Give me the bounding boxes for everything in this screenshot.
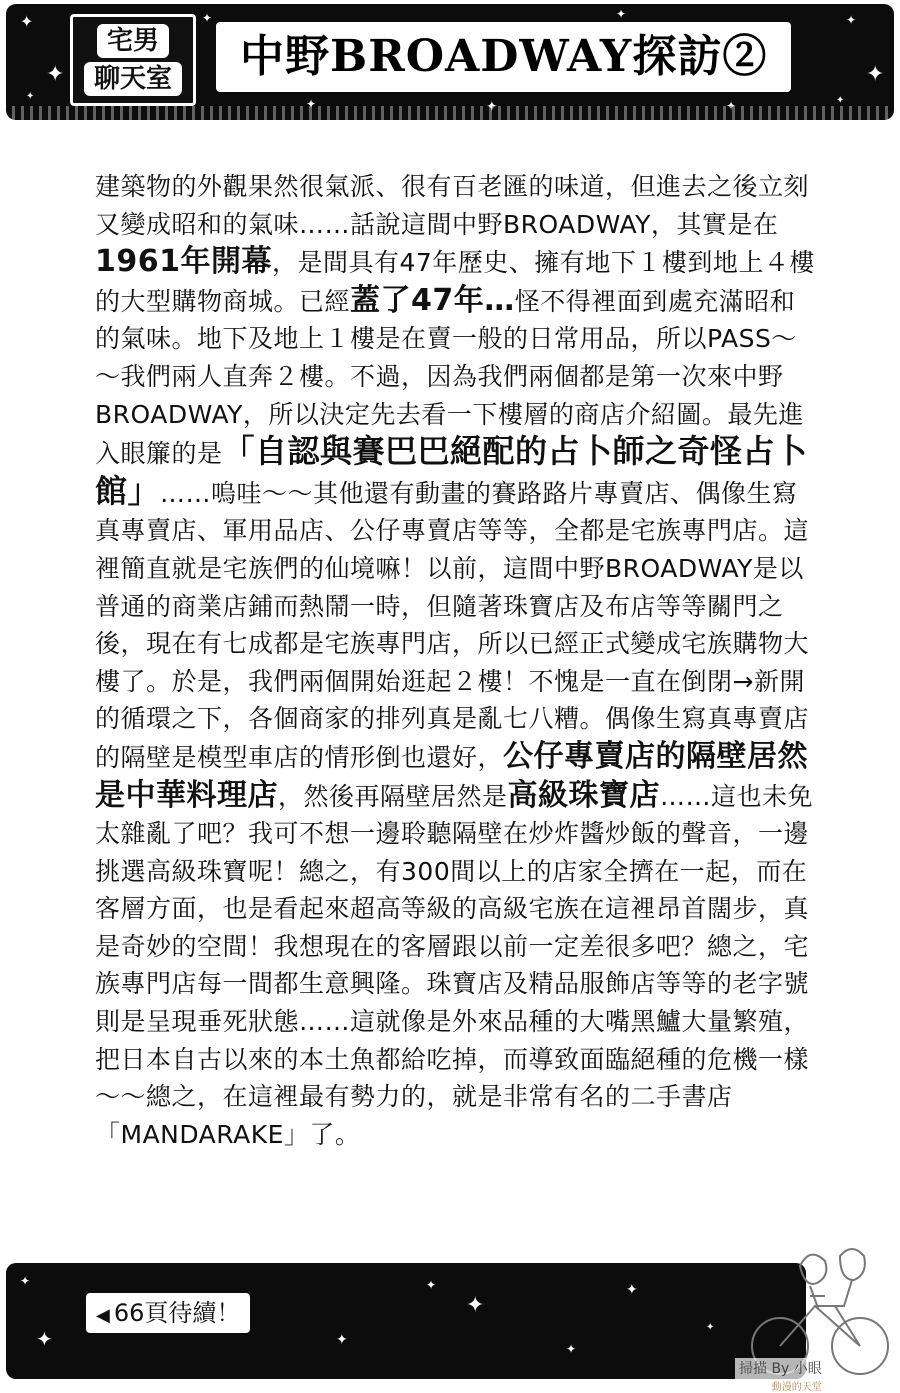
star-icon: ✦ — [466, 1293, 485, 1318]
star-icon: ✦ — [306, 97, 317, 111]
triangle-left-icon: ◀ — [96, 1305, 110, 1326]
article-text: 怪不得裡面到處充滿昭和的氣味。地下及地上１樓是在賣一般的日常用品，所以PASS～～我們兩人直奔２樓。不過，因為我們兩個都是第一次來中野BROADWAY，所以決定先去看一下樓層的商店介紹圖。最先進入眼簾的是 — [95, 286, 804, 469]
star-icon: ✦ — [866, 62, 885, 87]
star-icon: ✦ — [846, 13, 857, 27]
star-icon: ✦ — [336, 1332, 348, 1348]
star-icon: ✦ — [36, 1327, 53, 1351]
star-icon: ✦ — [726, 99, 737, 113]
article-text: ……這也未免太雜亂了吧？我可不想一邊聆聽隔壁在炒炸醬炒飯的聲音，一邊挑選高級珠寶呢！總之，有300間以上的店家全擠在一起，而在客層方面，也是看起來超高等級的高級宅族在這裡昂首闊步，真是奇妙的空間！我想現在的客層跟以前一定差很多吧？總之，宅族專門店每一間都生意興隆。珠寶店及精品服飾店等等的老字號則是呈現垂死狀態……這就像是外來品種的大嘴黑鱸大量繁殖，把日本自古以來的本土魚都給吃掉，而導致面臨絕種的危機一樣～～總之，在這裡最有勢力的，就是非常有名的二手書店「MANDARAKE」了。 — [95, 781, 814, 1149]
star-icon: ✦ — [202, 11, 213, 25]
star-icon: ✦ — [426, 1278, 437, 1292]
continue-notice — [86, 1293, 250, 1333]
article-highlight: 「自認與賽巴巴絕配的占卜師之奇怪占卜館」 — [95, 432, 808, 510]
column-badge-line1: 宅男 — [97, 24, 169, 58]
star-icon: ✦ — [20, 12, 34, 31]
continue-text: 66頁待續！ — [113, 1299, 241, 1327]
star-icon: ✦ — [706, 1322, 715, 1333]
article-highlight: 1961年開幕 — [95, 244, 272, 280]
article-body — [95, 168, 815, 1153]
star-icon: ✦ — [46, 62, 65, 87]
article-text: 建築物的外觀果然很氣派、很有百老匯的味道，但進去之後立刻又變成昭和的氣味……話說這間中野BROADWAY，其實是在 — [95, 172, 810, 239]
star-icon: ✦ — [26, 91, 35, 102]
star-icon: ✦ — [836, 95, 845, 106]
column-badge — [70, 14, 196, 106]
star-icon: ✦ — [566, 1342, 577, 1356]
star-icon: ✦ — [486, 99, 498, 115]
article-text: ……嗚哇～～其他還有動畫的賽路路片專賣店、偶像生寫真專賣店、軍用品店、公仔專賣店等等，全都是宅族專門店。這裡簡直就是宅族們的仙境嘛！以前，這間中野BROADWAY是以普通的商業店鋪而熱鬧一時，但隨著珠寶店及布店等等關門之後，現在有七成都是宅族專門店，所以已經正式變成宅族購物大樓了。於是，我們兩個開始逛起２樓！不愧是一直在倒閉→新開的循環之下，各個商家的排列真是亂七八糟。偶像生寫真專賣店的隔壁是模型車店的情形倒也還好， — [95, 478, 810, 772]
article-highlight: 高級珠寶店 — [507, 777, 661, 813]
credit-sub: 動漫的天堂 — [771, 1382, 822, 1393]
page-title: 中野BROADWAY探訪② — [216, 22, 791, 92]
article-text: ，然後再隔壁居然是 — [278, 781, 508, 811]
article-highlight: 蓋了47年… — [350, 282, 515, 318]
article-text: ，是間具有47年歷史、擁有地下１樓到地上４樓的大型購物商城。已經 — [95, 248, 815, 316]
star-icon: ✦ — [616, 7, 627, 21]
article-paragraph — [95, 168, 815, 1153]
star-icon: ✦ — [626, 1282, 638, 1298]
column-badge-line2: 聊天室 — [84, 62, 182, 96]
article-highlight: 公仔專賣店的隔壁居然是中華料理店 — [95, 738, 809, 813]
star-icon: ✦ — [20, 1274, 31, 1288]
credit-name: 掃描 By 小眼 — [739, 1361, 822, 1377]
scan-credit — [735, 1358, 826, 1393]
